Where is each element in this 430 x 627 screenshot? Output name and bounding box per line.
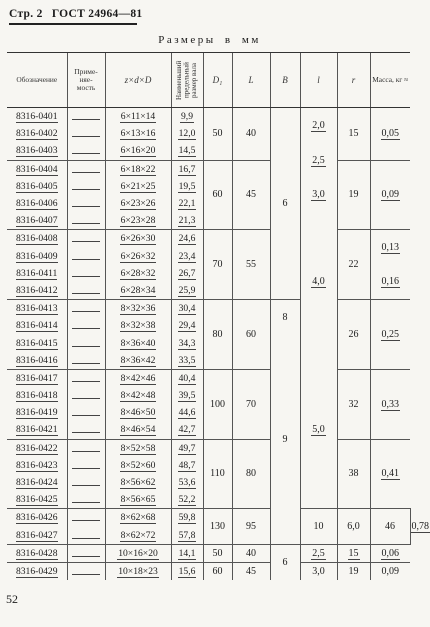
- designation-cell: 8316-0428: [7, 544, 67, 562]
- shaft-cell: 49,7: [171, 439, 203, 457]
- dims-cell: 8×62×72: [105, 527, 171, 545]
- applicability-cell: [67, 527, 105, 545]
- applicability-cell: [67, 142, 105, 160]
- caption-prefix: Размеры: [158, 34, 216, 46]
- designation-cell: 8316-0407: [15, 215, 58, 227]
- shaft-cell: 14,1: [171, 544, 203, 562]
- shaft-cell: 39,5: [171, 387, 203, 404]
- r-cell: 32: [337, 369, 370, 439]
- shaft-cell: 53,6: [171, 474, 203, 491]
- applicability-cell: [67, 369, 105, 387]
- table-row: 8316-0426 8×62×68 59,8 130 95 10 6,0 46 0,78: [7, 509, 410, 527]
- dims-cell: 6×11×14: [105, 108, 171, 126]
- L-cell: 55: [232, 230, 270, 300]
- d1-cell: 60: [203, 160, 232, 230]
- caption-in: в: [224, 34, 233, 46]
- d1-cell: 50: [203, 108, 232, 161]
- d1-cell: 100: [203, 369, 232, 439]
- designation-cell: 8316-0426: [7, 509, 67, 527]
- col-L: L: [232, 53, 270, 108]
- mass-cell: 0,09: [370, 160, 410, 230]
- applicability-cell: [67, 108, 105, 126]
- shaft-cell: 14,5: [171, 142, 203, 160]
- L-cell: 60: [232, 300, 270, 370]
- designation-cell: 8316-0402: [15, 128, 58, 140]
- page-number: 52: [6, 592, 18, 606]
- designation-cell: 8316-0414: [15, 320, 58, 332]
- page-header: [9, 8, 148, 20]
- shaft-cell: 48,7: [171, 457, 203, 474]
- col-B: B: [270, 53, 300, 108]
- designation-cell: 8316-0425: [15, 494, 58, 506]
- applicability-cell: [67, 125, 105, 142]
- B-cell: 6: [270, 108, 300, 300]
- mass-cell: 0,33: [370, 369, 410, 439]
- applicability-cell: [67, 491, 105, 509]
- shaft-cell: 34,3: [171, 334, 203, 351]
- table-row: [7, 230, 410, 248]
- dims-cell: 8×56×65: [105, 491, 171, 509]
- col-shaft-label: Наименьший предельный размер вала: [174, 60, 198, 100]
- table-row: [7, 544, 410, 562]
- B-cell: 6: [270, 544, 300, 580]
- col-dims: z×d×D: [105, 53, 171, 108]
- d1-cell: 50: [203, 544, 232, 562]
- r-cell: 15: [337, 108, 370, 161]
- dims-cell: 6×28×32: [105, 265, 171, 282]
- shaft-cell: 44,6: [171, 404, 203, 421]
- mass-cell: 0,06: [370, 544, 410, 562]
- applicability-cell: [67, 474, 105, 491]
- shaft-cell: 23,4: [171, 248, 203, 265]
- applicability-cell: [67, 212, 105, 230]
- designation-cell: 8316-0421: [15, 424, 58, 436]
- applicability-cell: [67, 544, 105, 562]
- applicability-cell: [67, 282, 105, 300]
- dims-cell: 8×62×68: [105, 509, 171, 527]
- d1-cell: 80: [203, 300, 232, 370]
- caption-unit: мм: [241, 34, 261, 46]
- d1-cell: 60: [203, 562, 232, 580]
- dims-cell: 6×26×32: [105, 248, 171, 265]
- col-designation: Обозначение: [7, 53, 67, 108]
- l-cell: 2,5: [300, 544, 337, 562]
- designation-cell: 8316-0417: [7, 369, 67, 387]
- shaft-cell: 30,4: [171, 300, 203, 318]
- dims-cell: 6×16×20: [105, 142, 171, 160]
- shaft-cell: 12,0: [171, 125, 203, 142]
- designation-cell: 8316-0401: [7, 108, 67, 126]
- applicability-cell: [67, 562, 105, 580]
- dims-cell: 8×42×48: [105, 387, 171, 404]
- designation-cell: 8316-0413: [7, 300, 67, 318]
- r-cell: 46: [370, 509, 410, 544]
- col-l: l: [300, 53, 337, 108]
- dims-cell: 8×52×60: [105, 457, 171, 474]
- applicability-cell: [67, 352, 105, 370]
- shaft-cell: 19,5: [171, 178, 203, 195]
- l-cell: 3,0: [300, 562, 337, 580]
- dims-cell: 10×18×23: [105, 562, 171, 580]
- designation-cell: 8316-0429: [7, 562, 67, 580]
- designation-cell: 8316-0412: [15, 284, 58, 296]
- l-cell: 5,0: [300, 352, 337, 509]
- shaft-cell: 59,8: [171, 509, 203, 527]
- shaft-cell: 25,9: [171, 282, 203, 300]
- L-cell: 70: [232, 369, 270, 439]
- applicability-cell: [67, 421, 105, 439]
- L-cell: 40: [232, 544, 270, 562]
- shaft-cell: 9,9: [171, 108, 203, 126]
- dims-cell: 8×46×50: [105, 404, 171, 421]
- applicability-cell: [67, 317, 105, 334]
- applicability-cell: [67, 387, 105, 404]
- B-cell: 10: [300, 509, 337, 544]
- col-mass: Масса, кг ≈: [370, 53, 410, 108]
- mass-cell: 0,13: [370, 230, 410, 265]
- designation-cell: 8316-0418: [15, 390, 58, 402]
- dims-cell: 8×46×54: [105, 421, 171, 439]
- designation-cell: 8316-0405: [15, 180, 58, 192]
- L-cell: 95: [232, 509, 270, 544]
- shaft-cell: 15,6: [171, 562, 203, 580]
- applicability-cell: [67, 230, 105, 248]
- designation-cell: 8316-0419: [15, 407, 58, 419]
- table-caption: [0, 34, 419, 46]
- d1-cell: 130: [203, 509, 232, 544]
- table-row: [7, 160, 410, 178]
- applicability-cell: [67, 404, 105, 421]
- designation-cell: 8316-0403: [15, 145, 58, 157]
- designation-cell: 8316-0404: [7, 160, 67, 178]
- dims-cell: 6×26×30: [105, 230, 171, 248]
- r-cell: 38: [337, 439, 370, 509]
- dims-cell: 6×28×34: [105, 282, 171, 300]
- B-cell: 8: [270, 300, 300, 335]
- designation-cell: 8316-0415: [15, 337, 58, 349]
- dims-cell: 8×36×42: [105, 352, 171, 370]
- designation-cell: 8316-0423: [15, 459, 58, 471]
- dims-cell: 6×13×16: [105, 125, 171, 142]
- dimensions-table: [7, 52, 429, 580]
- col-shaft: [171, 53, 203, 108]
- applicability-cell: [67, 195, 105, 212]
- designation-cell: 8316-0409: [15, 250, 58, 262]
- table-row: [7, 300, 410, 318]
- r-cell: 26: [337, 300, 370, 370]
- applicability-cell: [67, 457, 105, 474]
- col-r: r: [337, 53, 370, 108]
- mass-cell: 0,05: [370, 108, 410, 161]
- shaft-cell: 24,6: [171, 230, 203, 248]
- designation-cell: 8316-0406: [15, 198, 58, 210]
- l-cell: 6,0: [337, 509, 370, 544]
- table-row: [7, 108, 410, 126]
- applicability-cell: [67, 248, 105, 265]
- shaft-cell: 26,7: [171, 265, 203, 282]
- col-applicability: [67, 53, 105, 108]
- applicability-cell: [67, 439, 105, 457]
- shaft-cell: 29,4: [171, 317, 203, 334]
- mass-cell: 0,25: [370, 300, 410, 370]
- shaft-cell: 52,2: [171, 491, 203, 509]
- mass-cell: 0,09: [370, 562, 410, 580]
- standard-number: ГОСТ 24964—81: [51, 8, 143, 20]
- L-cell: 40: [232, 108, 270, 161]
- applicability-cell: [67, 265, 105, 282]
- page-label: Стр. 2: [9, 8, 43, 20]
- r-cell: 19: [337, 160, 370, 230]
- applicability-cell: [67, 160, 105, 178]
- l-cell: 3,0: [300, 178, 337, 212]
- table-row: [7, 562, 410, 580]
- table-row: [7, 369, 410, 387]
- l-cell: 4,0: [300, 212, 337, 352]
- designation-cell: 8316-0408: [7, 230, 67, 248]
- r-cell: 19: [337, 562, 370, 580]
- shaft-cell: 42,7: [171, 421, 203, 439]
- r-cell: 15: [337, 544, 370, 562]
- shaft-cell: 22,1: [171, 195, 203, 212]
- L-cell: 45: [232, 562, 270, 580]
- shaft-cell: 33,5: [171, 352, 203, 370]
- dims-cell: 6×18×22: [105, 160, 171, 178]
- dims-cell: 8×32×38: [105, 317, 171, 334]
- shaft-cell: 16,7: [171, 160, 203, 178]
- shaft-cell: 21,3: [171, 212, 203, 230]
- designation-cell: 8316-0427: [15, 529, 58, 541]
- dims-cell: 8×52×58: [105, 439, 171, 457]
- l-cell: 2,0: [300, 108, 337, 143]
- applicability-cell: [67, 509, 105, 527]
- dims-cell: 6×23×26: [105, 195, 171, 212]
- dims-cell: 8×56×62: [105, 474, 171, 491]
- dims-cell: 6×21×25: [105, 178, 171, 195]
- d1-cell: 110: [203, 439, 232, 509]
- dims-cell: 6×23×28: [105, 212, 171, 230]
- header-rule: [9, 23, 137, 25]
- L-cell: 80: [232, 439, 270, 509]
- dims-cell: 8×32×36: [105, 300, 171, 318]
- designation-cell: 8316-0422: [7, 439, 67, 457]
- l-cell: 2,5: [300, 142, 337, 177]
- col-applicability-label: Приме- няе- мость: [74, 67, 98, 92]
- mass-cell: 0,16: [370, 265, 410, 300]
- dims-cell: 8×36×40: [105, 334, 171, 351]
- designation-cell: 8316-0416: [15, 354, 58, 366]
- applicability-cell: [67, 334, 105, 351]
- L-cell: 45: [232, 160, 270, 230]
- designation-cell: 8316-0411: [16, 267, 58, 279]
- shaft-cell: 57,8: [171, 527, 203, 545]
- dims-cell: 10×16×20: [105, 544, 171, 562]
- B-cell: 9: [270, 334, 300, 544]
- shaft-cell: 40,4: [171, 369, 203, 387]
- applicability-cell: [67, 178, 105, 195]
- r-cell: 22: [337, 230, 370, 300]
- col-d1: D₁: [203, 53, 232, 108]
- applicability-cell: [67, 300, 105, 318]
- mass-cell: 0,41: [370, 439, 410, 509]
- d1-cell: 70: [203, 230, 232, 300]
- designation-cell: 8316-0424: [15, 477, 58, 489]
- table-row: [7, 439, 410, 457]
- dims-cell: 8×42×46: [105, 369, 171, 387]
